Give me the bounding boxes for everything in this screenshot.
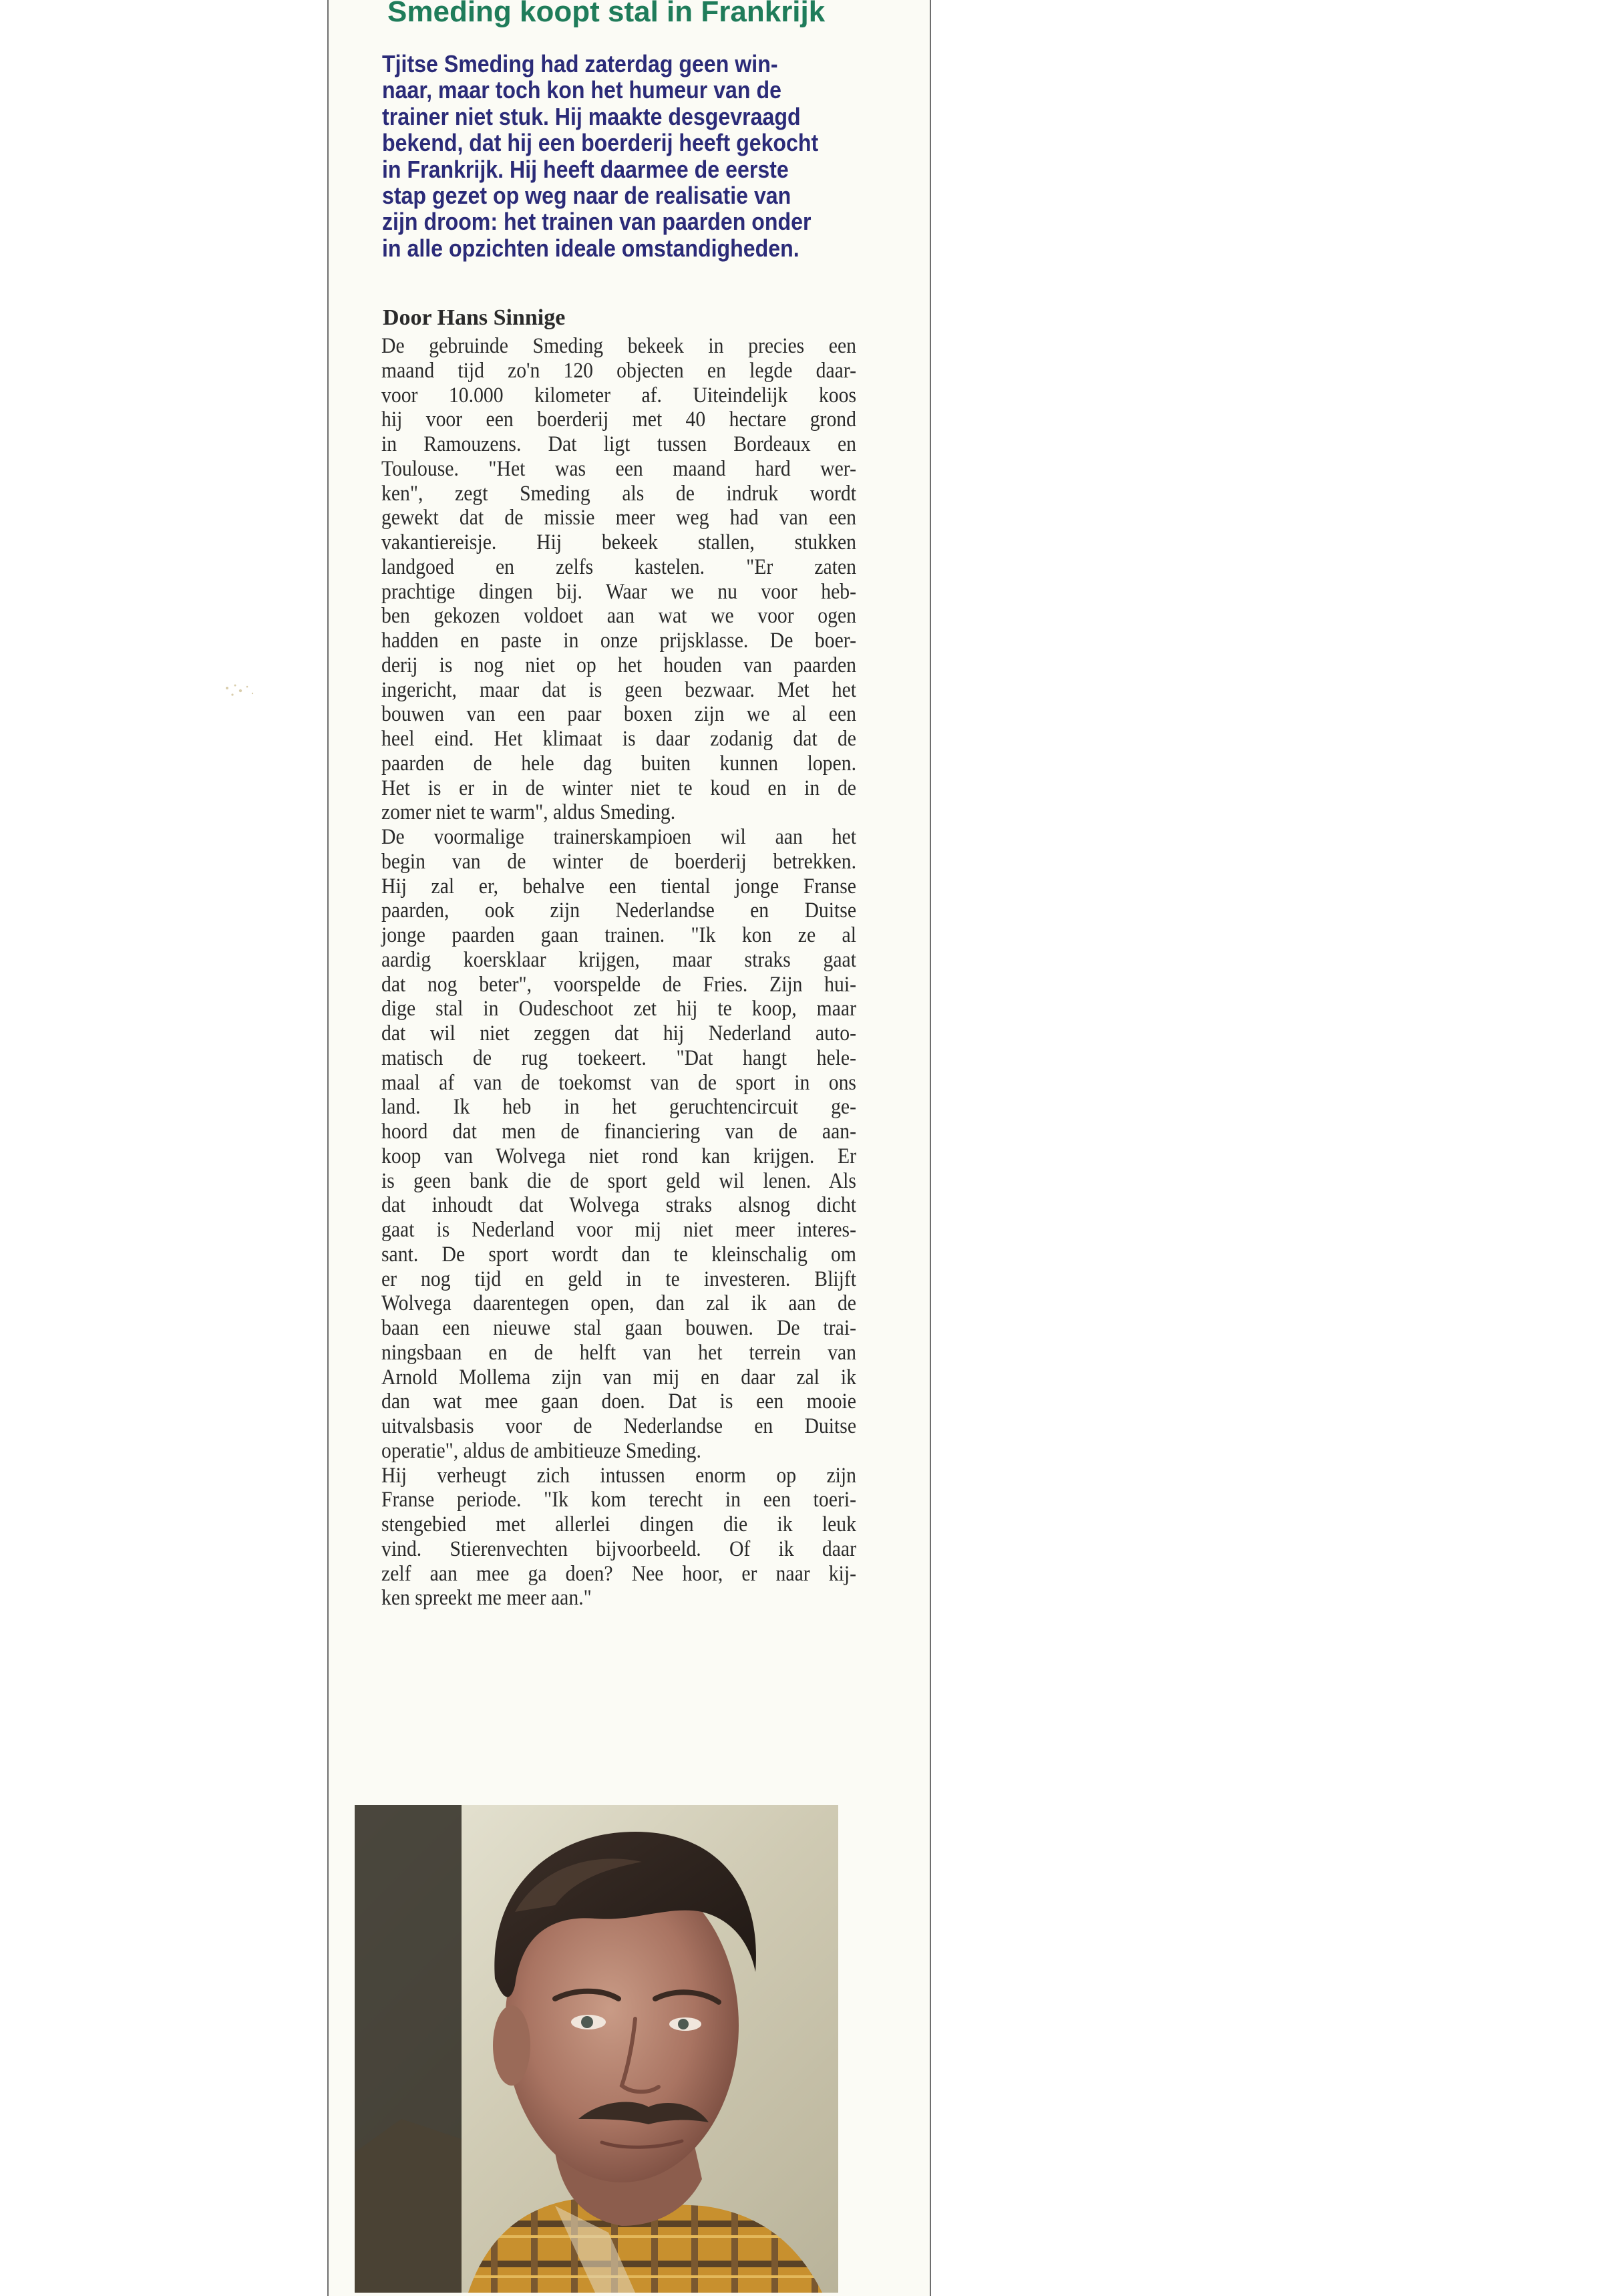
body-line: land. Ik heb in het geruchtencircuit ge-: [381, 1095, 856, 1120]
body-line: dan wat mee gaan doen. Dat is een mooie: [381, 1389, 856, 1414]
body-line: voor 10.000 kilometer af. Uiteindelijk koos: [381, 383, 856, 407]
body-line: ken spreekt me meer aan.": [381, 1586, 592, 1611]
body-line: jonge paarden gaan trainen. "Ik kon ze al: [381, 923, 856, 947]
lead-line: naar, maar toch kon het humeur van de: [382, 76, 781, 104]
lead-line: zijn droom: het trainen van paarden onder: [382, 208, 812, 236]
body-line: Arnold Mollema zijn van mij en daar zal ik: [381, 1365, 856, 1389]
body-line: De gebruinde Smeding bekeek in precies een: [381, 334, 856, 358]
article-headline: Smeding koopt stal in Frankrijk: [387, 0, 826, 28]
lead-line: in Frankrijk. Hij heeft daarmee de eerste: [382, 155, 789, 183]
body-line: heel eind. Het klimaat is daar zodanig dat de: [381, 727, 856, 751]
portrait-illustration: [355, 1805, 838, 2293]
body-line: er nog tijd en geld in te investeren. Blijft: [381, 1267, 856, 1291]
body-line: gaat is Nederland voor mij niet meer interes-: [381, 1218, 856, 1242]
body-line: aardig koersklaar krijgen, maar straks gaat: [381, 947, 856, 972]
body-line: hadden en paste in onze prijsklasse. De boer-: [381, 629, 856, 653]
lead-line: trainer niet stuk. Hij maakte desgevraagd: [382, 102, 801, 130]
article-byline: Door Hans Sinnige: [383, 305, 566, 330]
body-line: operatie", aldus de ambitieuze Smeding.: [381, 1438, 701, 1463]
paper-speck-marks: [200, 668, 287, 721]
body-line: hij voor een boerderij met 40 hectare grond: [381, 407, 856, 432]
body-line: ben gekozen voldoet aan wat we voor ogen: [381, 604, 856, 629]
body-line: koop van Wolvega niet rond kan krijgen. Er: [381, 1144, 856, 1168]
body-line: is geen bank die de sport geld wil lenen. Als: [381, 1168, 856, 1193]
body-line: in Ramouzens. Dat ligt tussen Bordeaux en: [381, 432, 856, 456]
body-line: landgoed en zelfs kastelen. "Er zaten: [381, 554, 856, 579]
body-line: ningsbaan en de helft van het terrein van: [381, 1340, 856, 1365]
body-line: ingericht, maar dat is geen bezwaar. Met het: [381, 677, 856, 702]
body-line: begin van de winter de boerderij betrekken.: [381, 849, 856, 874]
body-line: Franse periode. "Ik kom terecht in een toeri-: [381, 1488, 856, 1512]
body-line: zelf aan mee ga doen? Nee hoor, er naar kij-: [381, 1561, 856, 1586]
body-line: zomer niet te warm", aldus Smeding.: [381, 800, 676, 825]
body-line: paarden de hele dag buiten kunnen lopen.: [381, 751, 856, 776]
body-line: Het is er in de winter niet te koud en in de: [381, 776, 856, 800]
body-line: stengebied met allerlei dingen die ik leuk: [381, 1512, 856, 1536]
body-line: uitvalsbasis voor de Nederlandse en Duitse: [381, 1414, 856, 1438]
portrait-photo: [355, 1805, 838, 2293]
body-line: De voormalige trainerskampioen wil aan het: [381, 825, 856, 849]
body-line: baan een nieuwe stal gaan bouwen. De trai-: [381, 1316, 856, 1340]
body-line: maand tijd zo'n 120 objecten en legde daar-: [381, 358, 856, 383]
body-line: maal af van de toekomst van de sport in ons: [381, 1070, 856, 1095]
lead-line: in alle opzichten ideale omstandigheden.: [382, 234, 799, 262]
body-line: matisch de rug toekeert. "Dat hangt hele-: [381, 1045, 856, 1070]
body-line: dat wil niet zeggen dat hij Nederland auto-: [381, 1021, 856, 1045]
article-lead: [382, 51, 868, 261]
lead-line: bekend, dat hij een boerderij heeft gekocht: [382, 129, 819, 157]
article-body: [381, 334, 862, 1611]
lead-line: Tjitse Smeding had zaterdag geen win-: [382, 50, 778, 77]
body-line: Toulouse. "Het was een maand hard wer-: [381, 456, 856, 481]
body-line: dat nog beter", voorspelde de Fries. Zijn hui-: [381, 972, 856, 997]
body-line: sant. De sport wordt dan te kleinschalig om: [381, 1242, 856, 1267]
body-line: Hij verheugt zich intussen enorm op zijn: [381, 1463, 856, 1488]
body-line: hoord dat men de financiering van de aan-: [381, 1120, 856, 1144]
body-line: prachtige dingen bij. Waar we nu voor heb-: [381, 579, 856, 604]
body-line: derij is nog niet op het houden van paarden: [381, 653, 856, 677]
body-line: Wolvega daarentegen open, dan zal ik aan de: [381, 1291, 856, 1316]
body-line: dat inhoudt dat Wolvega straks alsnog dicht: [381, 1193, 856, 1218]
lead-line: stap gezet op weg naar de realisatie van: [382, 182, 791, 210]
body-line: paarden, ook zijn Nederlandse en Duitse: [381, 898, 856, 923]
body-line: vind. Stierenvechten bijvoorbeeld. Of ik daar: [381, 1536, 856, 1561]
body-line: Hij zal er, behalve een tiental jonge Franse: [381, 874, 856, 898]
body-line: dige stal in Oudeschoot zet hij te koop, maar: [381, 997, 856, 1021]
body-line: gewekt dat de missie meer weg had van een: [381, 506, 856, 530]
body-line: bouwen van een paar boxen zijn we al een: [381, 702, 856, 727]
body-line: ken", zegt Smeding als de indruk wordt: [381, 481, 856, 506]
body-line: vakantiereisje. Hij bekeek stallen, stukken: [381, 530, 856, 554]
